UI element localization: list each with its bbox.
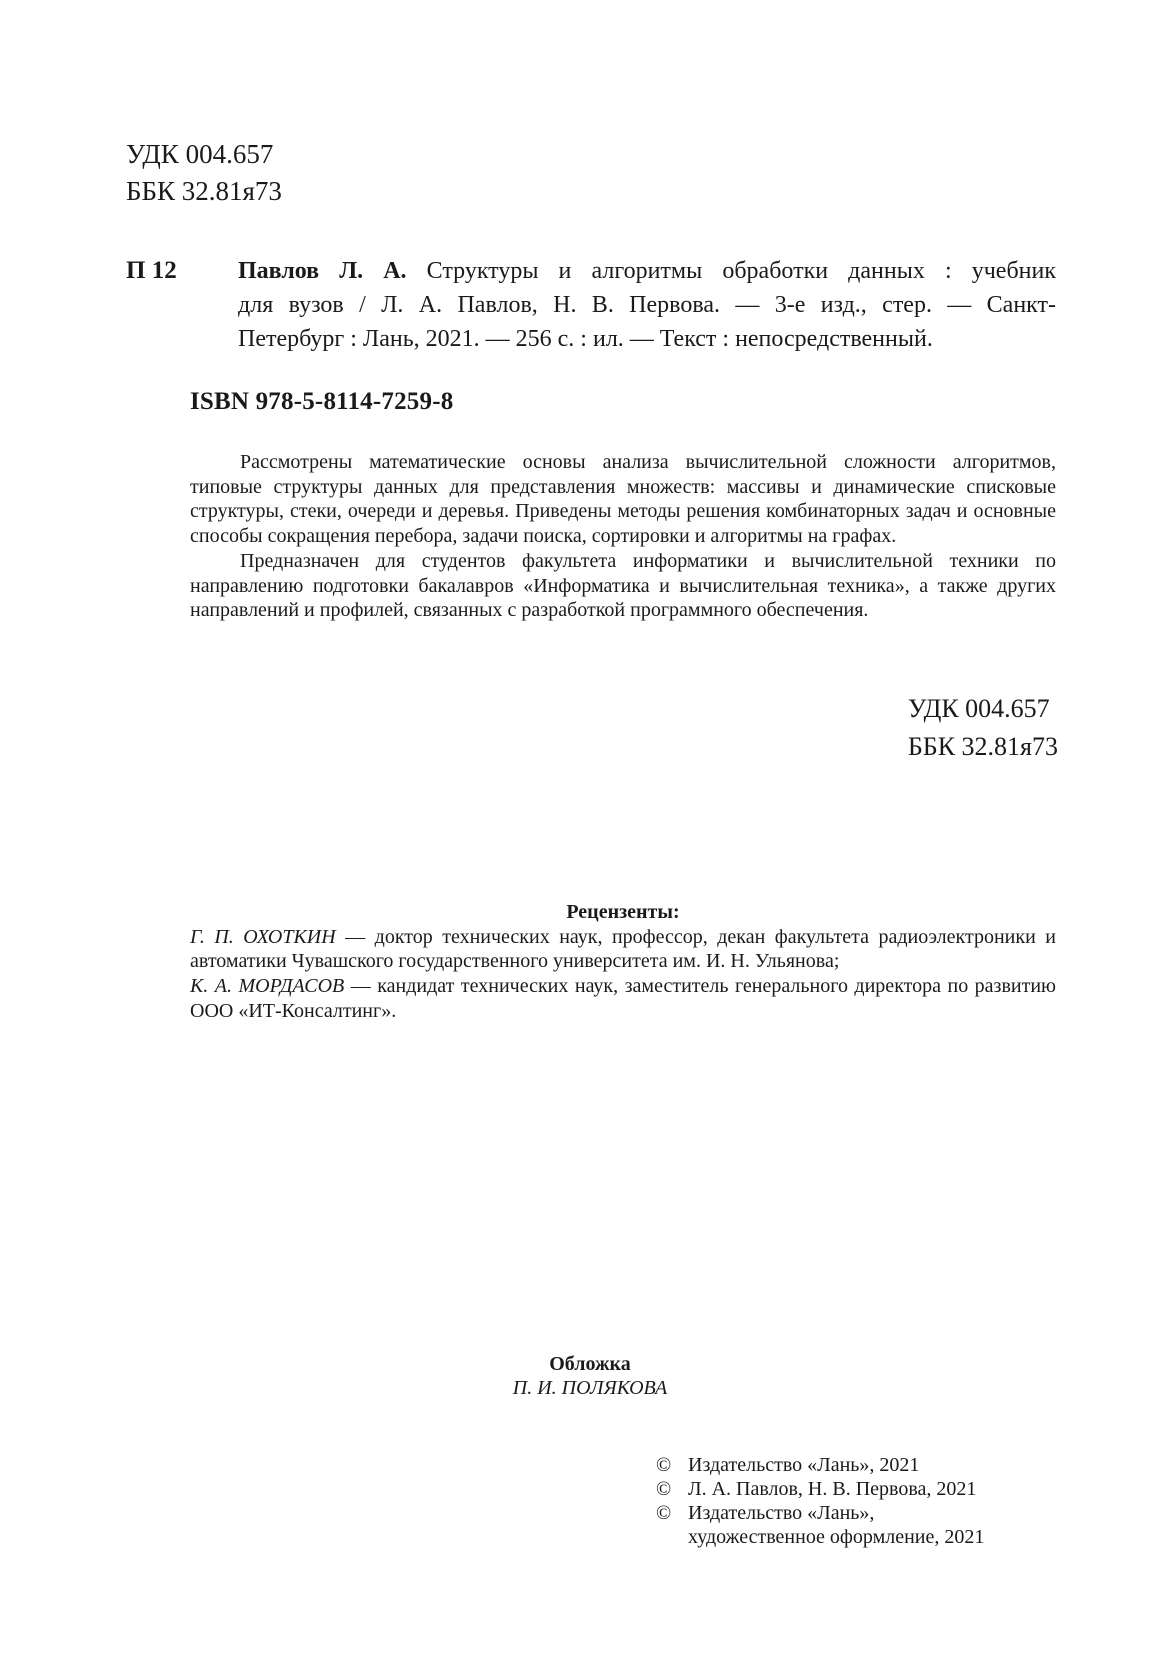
reviewer-1 (190, 925, 1056, 974)
bbk-code-right: ББК 32.81я73 (907, 732, 1058, 761)
isbn: ISBN 978-5-8114-7259-8 (190, 388, 454, 415)
reviewer-2 (190, 974, 1056, 1023)
bbk-code: ББК 32.81я73 (126, 176, 282, 206)
copyright-line-2 (656, 1477, 984, 1501)
cover-designer: П. И. ПОЛЯКОВА (512, 1377, 668, 1399)
reviewer-2-name: К. А. МОРДАСОВ (190, 975, 345, 998)
copyright-line-4 (656, 1525, 984, 1549)
copyright-line-1 (656, 1453, 984, 1477)
copyright-text: Издательство «Лань», (688, 1502, 875, 1524)
classification-codes (126, 136, 282, 210)
copyright-symbol: © (656, 1454, 672, 1476)
bib-line-1 (238, 254, 1056, 288)
cover-credit (190, 1352, 990, 1400)
abstract (190, 450, 1056, 623)
reviewer-1-name: Г. П. ОХОТКИН (190, 925, 336, 948)
reviewer-1-text: — доктор технических наук, профессор, декан факультета радиоэлектроники и автоматики Чувашского государственного университета им. И. Н. Ульянова; (190, 925, 1056, 973)
reviewers-section (190, 900, 1056, 1024)
copyright-line-3 (656, 1501, 984, 1525)
bib-line-3: Петербург : Лань, 2021. — 256 с. : ил. — Текст : непосредственный. (238, 326, 933, 352)
title-text: Структуры и алгоритмы обработки данных : учебник (406, 258, 1057, 284)
cover-label: Обложка (549, 1353, 631, 1375)
copyright-text: Издательство «Лань», 2021 (688, 1454, 920, 1476)
bibliographic-description (238, 254, 1056, 356)
abstract-paragraph-1: Рассмотрены математические основы анализа вычислительной сложности алгоритмов, типовые структуры данных для представления множеств: массивы и динамические списковые структуры, стеки, очереди и деревья. Приведены методы решения комбинаторных задач и основные способы сокращения перебора, задачи поиска, сортировки и алгоритмы на графах. (190, 451, 1056, 548)
bib-line-2: для вузов / Л. А. Павлов, Н. В. Первова. — 3-е изд., стер. — Санкт- (238, 292, 1056, 318)
bibliographic-record (126, 254, 1056, 356)
copyright-symbol: © (656, 1502, 672, 1524)
cutter-number: П 12 (126, 257, 177, 284)
classification-codes-right (908, 690, 1058, 766)
copyright-block (656, 1453, 984, 1549)
reviewer-2-text: — кандидат технических наук, заместитель генерального директора по развитию ООО «ИТ-Консалтинг». (190, 975, 1056, 1022)
udk-code: УДК 004.657 (126, 139, 274, 169)
copyright-symbol: © (656, 1478, 672, 1500)
reviewers-title: Рецензенты: (566, 901, 680, 923)
udk-code-right: УДК 004.657 (907, 694, 1050, 723)
abstract-paragraph-2: Предназначен для студентов факультета информатики и вычислительной техники по направлению подготовки бакалавров «Информатика и вычислительная техника», а также других направлений и профилей, связанных с разработкой программного обеспечения. (190, 549, 1056, 622)
author-name: Павлов Л. А. (238, 258, 407, 284)
copyright-continuation: художественное оформление, 2021 (688, 1526, 985, 1548)
copyright-text: Л. А. Павлов, Н. В. Первова, 2021 (688, 1478, 977, 1500)
